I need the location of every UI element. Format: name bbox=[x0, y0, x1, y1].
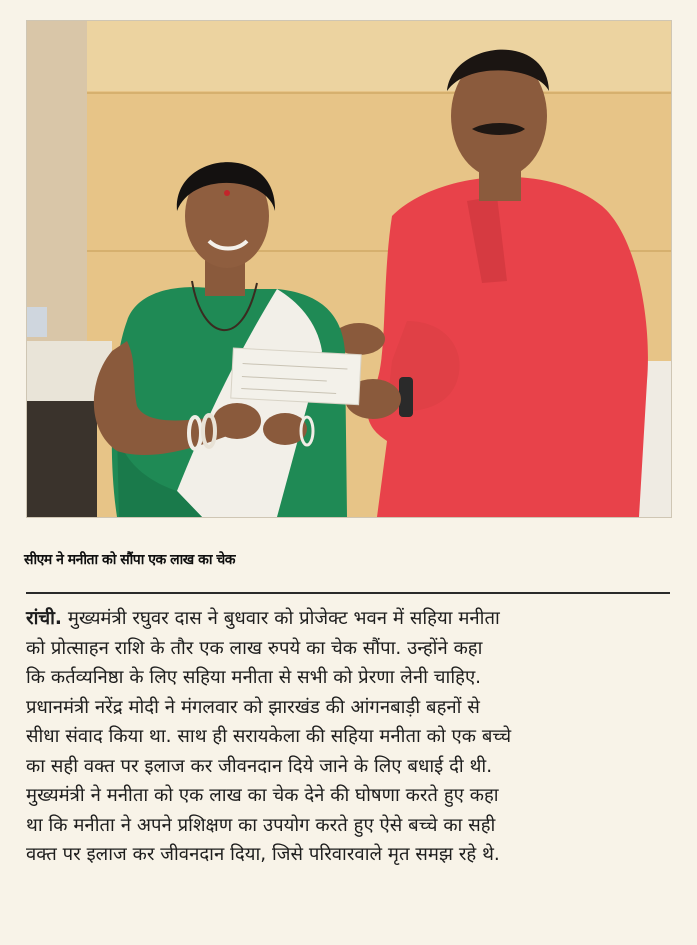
body-line bbox=[26, 604, 672, 634]
article-body bbox=[26, 604, 672, 870]
body-line: को प्रोत्साहन राशि के तौर एक लाख रुपये का चेक सौंपा. उन्होंने कहा bbox=[26, 637, 483, 659]
body-line: का सही वक्त पर इलाज कर जीवनदान दिये जाने के लिए बधाई दी थी. bbox=[26, 755, 493, 777]
body-line: कि कर्तव्यनिष्ठा के लिए सहिया मनीता से सभी को प्रेरणा लेनी चाहिए. bbox=[26, 667, 482, 688]
news-photo bbox=[26, 20, 672, 518]
body-line: था कि मनीता ने अपने प्रशिक्षण का उपयोग करते हुए ऐसे बच्चे का सही bbox=[26, 814, 496, 836]
photo-desk bbox=[27, 401, 97, 517]
dateline: रांची. bbox=[26, 608, 62, 629]
body-line-text: मुख्यमंत्री रघुवर दास ने बुधवार को प्रोजेक्ट भवन में सहिया मनीता bbox=[61, 608, 500, 629]
body-line: वक्त पर इलाज कर जीवनदान दिया, जिसे परिवारवाले मृत समझ रहे थे. bbox=[26, 844, 500, 865]
body-line: सीधा संवाद किया था. साथ ही सरायकेला की सहिया मनीता को एक बच्चे bbox=[26, 726, 512, 747]
woman-bindi bbox=[224, 190, 230, 196]
headline: सीएम ने मनीता को सौंपा एक लाख का चेक bbox=[24, 552, 235, 568]
body-line: मुख्यमंत्री ने मनीता को एक लाख का चेक देने की घोषणा करते हुए कहा bbox=[26, 785, 499, 806]
cheque bbox=[231, 348, 361, 405]
headline-divider bbox=[26, 592, 670, 594]
photo-illustration bbox=[27, 21, 671, 517]
body-line: प्रधानमंत्री नरेंद्र मोदी ने मंगलवार को झारखंड की आंगनबाड़ी बहनों से bbox=[26, 696, 480, 718]
man-watch bbox=[399, 377, 413, 417]
